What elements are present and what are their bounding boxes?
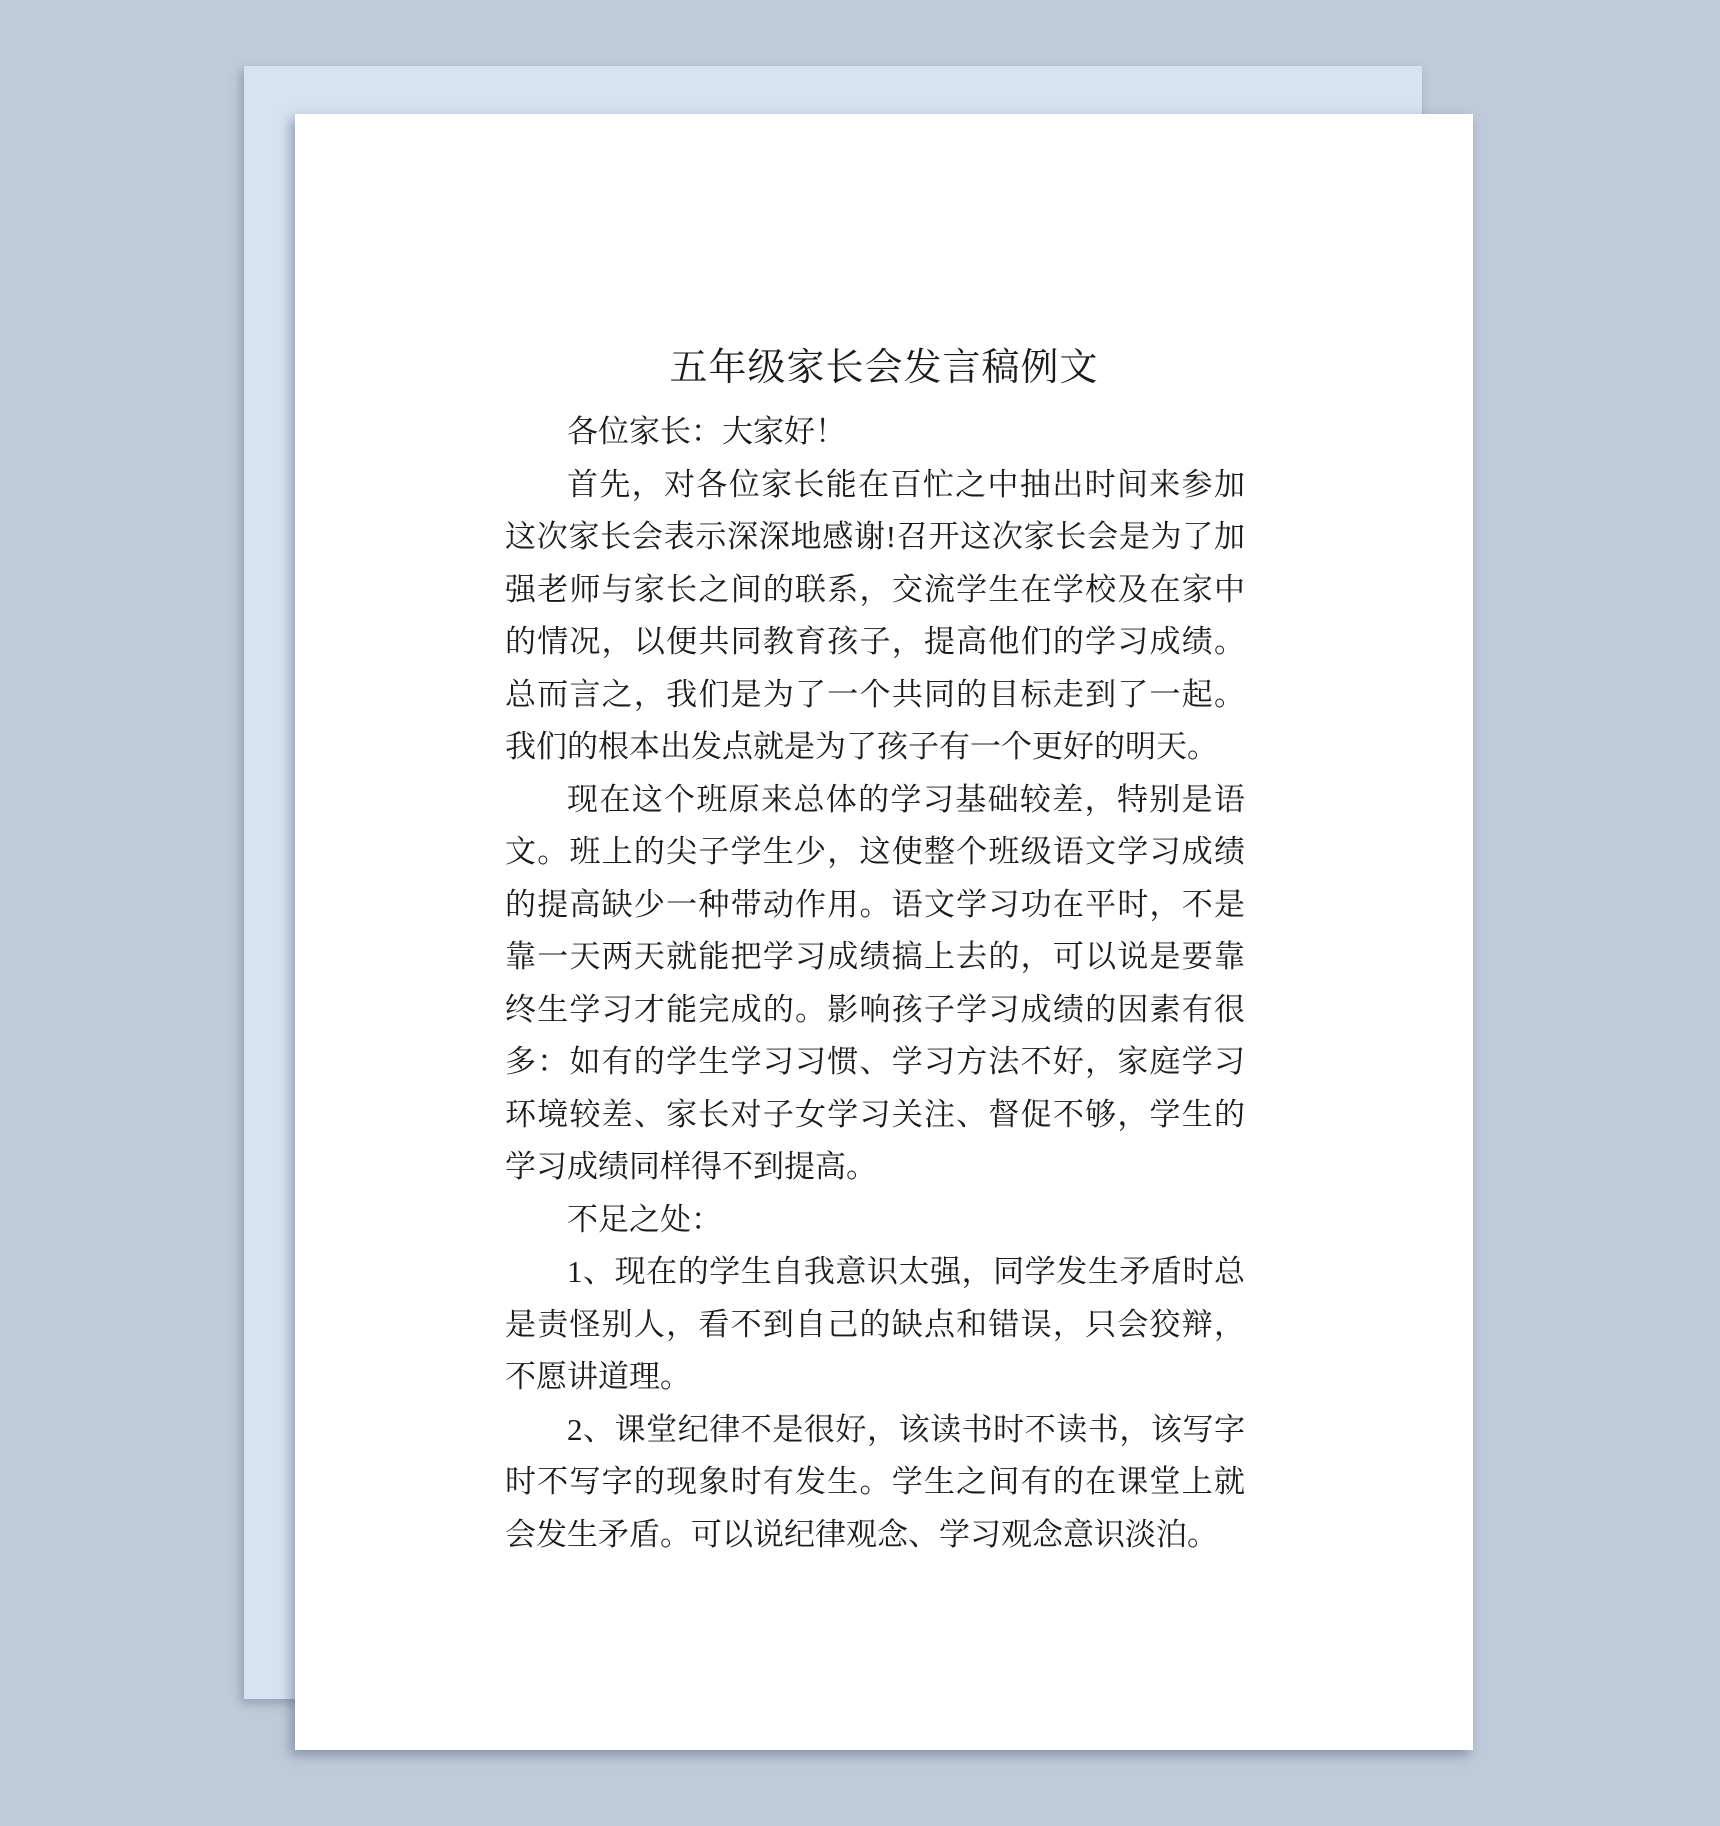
document-body [505, 406, 1245, 1561]
paragraph-greeting: 各位家长：大家好！ [567, 414, 846, 449]
paragraph-list-item-1: 1、现在的学生自我意识太强，同学发生矛盾时总是责怪别人，看不到自己的缺点和错误，只会狡辩，不愿讲道理。 [505, 1254, 1245, 1394]
paragraph: 现在这个班原来总体的学习基础较差，特别是语文。班上的尖子学生少，这使整个班级语文学习成绩的提高缺少一种带动作用。语文学习功在平时，不是靠一天两天就能把学习成绩搞上去的，可以说是要靠终生学习才能完成的。影响孩子学习成绩的因素有很多：如有的学生学习习惯、学习方法不好，家庭学习环境较差、家长对子女学习关注、督促不够，学生的学习成绩同样得不到提高。 [505, 781, 1245, 1184]
document-title: 五年级家长会发言稿例文 [669, 347, 1099, 389]
document-page [295, 114, 1473, 1750]
paragraph-shortcomings-heading: 不足之处： [567, 1201, 722, 1237]
paragraph: 首先，对各位家长能在百忙之中抽出时间来参加这次家长会表示深深地感谢!召开这次家长会是为了加强老师与家长之间的联系，交流学生在学校及在家中的情况，以便共同教育孩子，提高他们的学习成绩。总而言之，我们是为了一个共同的目标走到了一起。我们的根本出发点就是为了孩子有一个更好的明天。 [505, 466, 1245, 764]
paragraph-list-item-2: 2、课堂纪律不是很好，该读书时不读书，该写字时不写字的现象时有发生。学生之间有的在课堂上就会发生矛盾。可以说纪律观念、学习观念意识淡泊。 [505, 1411, 1245, 1552]
